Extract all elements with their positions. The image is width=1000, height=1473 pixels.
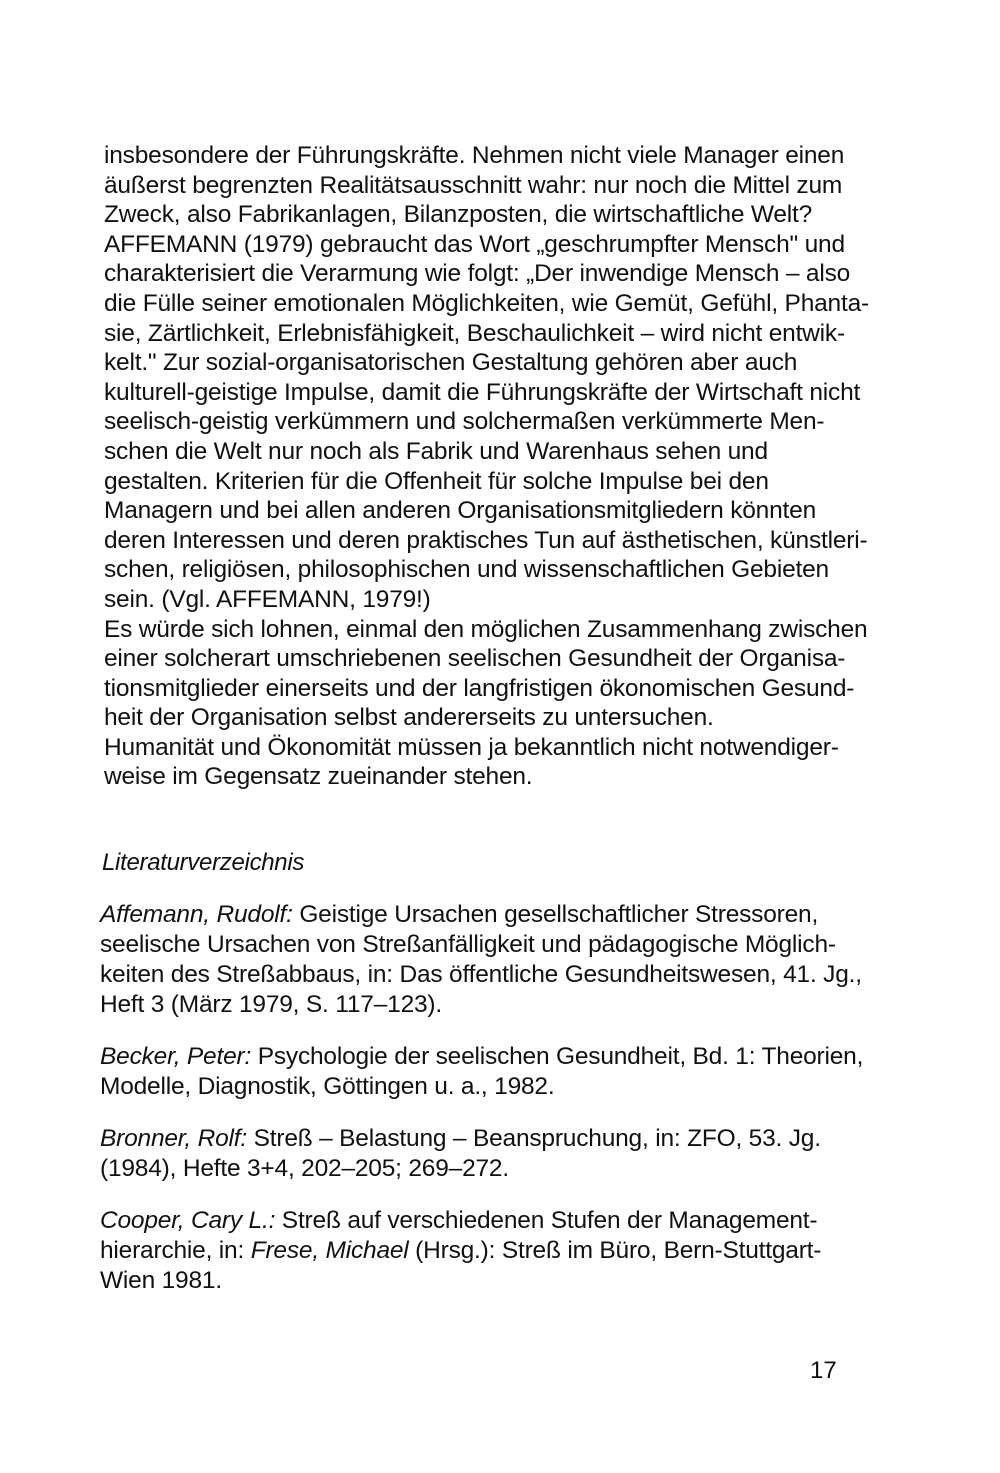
body-line: schen, religiösen, philosophischen und wissenschaftlichen Gebieten	[104, 556, 829, 584]
body-line: die Fülle seiner emotionalen Möglichkeiten, wie Gemüt, Gefühl, Phanta-	[104, 289, 869, 317]
reference-text: Streß – Belastung – Beanspruchung, in: ZFO, 53. Jg.	[247, 1125, 821, 1152]
body-line: sein. (Vgl. AFFEMANN, 1979!)	[104, 585, 431, 613]
body-line: deren Interessen und deren praktisches Tun auf ästhetischen, künstleri-	[104, 526, 868, 554]
reference-text: Geistige Ursachen gesellschaftlicher Stressoren,	[292, 901, 819, 928]
reference-line: Heft 3 (März 1979, S. 117–123).	[100, 991, 442, 1018]
body-line: weise im Gegensatz zueinander stehen.	[104, 763, 533, 791]
body-line: AFFEMANN (1979) gebraucht das Wort „geschrumpfter Mensch" und	[104, 230, 845, 258]
reference-author: Affemann, Rudolf:	[100, 901, 293, 928]
body-line: insbesondere der Führungskräfte. Nehmen nicht viele Manager einen	[104, 142, 845, 169]
body-line: kelt." Zur sozial-organisatorischen Gestaltung gehören aber auch	[104, 349, 798, 377]
body-line: gestalten. Kriterien für die Offenheit für solche Impulse bei den	[104, 467, 769, 495]
body-line: Humanität und Ökonomität müssen ja bekanntlich nicht notwendiger-	[104, 733, 839, 761]
literature-heading: Literaturverzeichnis	[102, 849, 305, 876]
reference-line	[100, 1236, 860, 1266]
body-line: schen die Welt nur noch als Fabrik und Warenhaus sehen und	[104, 437, 768, 465]
body-line: charakterisiert die Verarmung wie folgt: „Der inwendige Mensch – also	[104, 260, 851, 288]
reference-text: Streß auf verschiedenen Stufen der Management-	[275, 1207, 818, 1234]
body-line: Es würde sich lohnen, einmal den möglichen Zusammenhang zwischen	[104, 615, 868, 643]
reference-line	[100, 1042, 864, 1072]
body-line: Managern und bei allen anderen Organisationsmitgliedern könnten	[104, 497, 816, 525]
reference-line: Modelle, Diagnostik, Göttingen u. a., 1982.	[100, 1073, 555, 1100]
reference-line: seelische Ursachen von Streßanfälligkeit und pädagogische Möglich-	[100, 931, 836, 958]
body-line: Zweck, also Fabrikanlagen, Bilanzposten, die wirtschaftliche Welt?	[104, 201, 813, 229]
reference-text: hierarchie, in:	[100, 1237, 251, 1264]
body-line: seelisch-geistig verkümmern und solchermaßen verkümmerte Men-	[104, 408, 825, 436]
reference-author: Cooper, Cary L.:	[100, 1207, 276, 1234]
body-line: sie, Zärtlichkeit, Erlebnisfähigkeit, Beschaulichkeit – wird nicht entwik-	[104, 319, 845, 347]
reference-list	[100, 900, 864, 1318]
reference-line	[100, 1206, 860, 1236]
body-line: tionsmitglieder einerseits und der langfristigen ökonomischen Gesund-	[104, 674, 855, 702]
reference-entry	[100, 900, 860, 1020]
reference-entry	[100, 1124, 860, 1184]
reference-entry	[100, 1206, 860, 1296]
body-line: äußerst begrenzten Realitätsausschnitt wahr: nur noch die Mittel zum	[104, 171, 843, 199]
reference-editor: Frese, Michael	[250, 1237, 409, 1264]
page-number: 17	[810, 1357, 837, 1384]
reference-author: Becker, Peter:	[100, 1043, 252, 1070]
body-line: heit der Organisation selbst andererseits zu untersuchen.	[104, 704, 714, 732]
reference-line	[100, 1124, 860, 1154]
reference-entry	[100, 1042, 864, 1102]
reference-line: (1984), Hefte 3+4, 202–205; 269–272.	[100, 1155, 509, 1182]
body-line: kulturell-geistige Impulse, damit die Führungskräfte der Wirtschaft nicht	[104, 378, 861, 406]
body-text	[104, 141, 869, 792]
body-line: einer solcherart umschriebenen seelischen Gesundheit der Organisa-	[104, 645, 846, 673]
reference-line: keiten des Streßabbaus, in: Das öffentliche Gesundheitswesen, 41. Jg.,	[100, 961, 862, 988]
reference-text: Psychologie der seelischen Gesundheit, Bd. 1: Theorien,	[251, 1043, 864, 1070]
reference-line	[100, 900, 860, 930]
reference-line: Wien 1981.	[100, 1267, 222, 1294]
reference-text: (Hrsg.): Streß im Büro, Bern-Stuttgart-	[408, 1237, 822, 1264]
reference-author: Bronner, Rolf:	[100, 1125, 247, 1152]
